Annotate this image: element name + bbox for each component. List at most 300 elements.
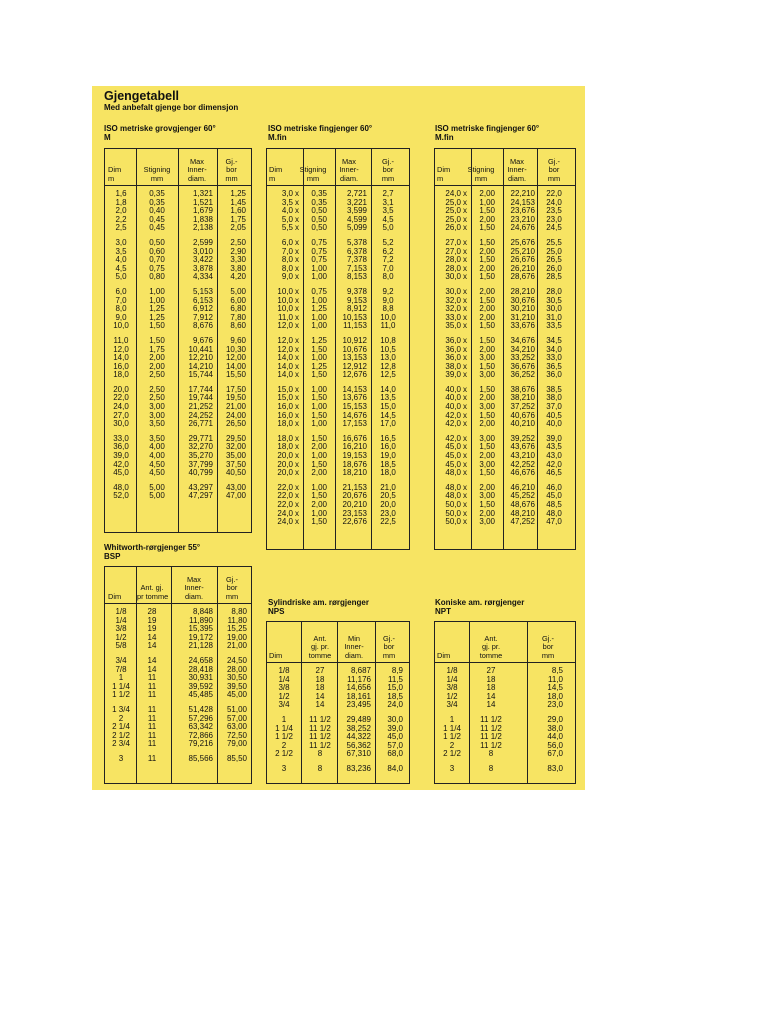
table-cell: 33,0 [546, 353, 562, 363]
table-cell: 28,0 [546, 286, 562, 296]
table-row [435, 420, 575, 429]
times-sign: x [463, 459, 467, 469]
table-cell: 17,153 [342, 419, 367, 429]
table-cell: 27,0 [445, 237, 461, 247]
table-cell: 42,0 [546, 459, 562, 469]
table-cell: 24,676 [510, 223, 535, 233]
row-group [435, 765, 575, 774]
table-cell: 1,00 [311, 312, 327, 322]
table-cell: 18,161 [346, 691, 371, 701]
table-cell: 42,0 [445, 410, 461, 420]
table-row [267, 420, 409, 429]
table-cell: 16,0 [277, 410, 293, 420]
table-cell: 2,00 [479, 263, 495, 273]
table-cell: 1,50 [479, 295, 495, 305]
table-cell: 14,153 [342, 384, 367, 394]
row-group [105, 706, 251, 749]
table-cell: 30,0 [546, 304, 562, 314]
table-cell: 2,50 [230, 237, 246, 247]
table-cell: 1 1/2 [443, 732, 461, 742]
table-cell: 5,099 [346, 223, 367, 233]
table-cell: 2,00 [479, 214, 495, 224]
column-header-line: diam. [507, 173, 527, 183]
column-header-line: m [108, 173, 115, 183]
table-cell: 6,153 [192, 295, 213, 305]
table-cell: 43,210 [510, 451, 535, 461]
table-cell: 29,489 [346, 714, 371, 724]
table-cell: 10,30 [225, 344, 246, 354]
table-cell: 8,0 [281, 255, 293, 265]
table-cell: 3/8 [446, 683, 458, 693]
table-cell: 1,679 [192, 206, 213, 216]
table-cell: 83,0 [547, 763, 563, 773]
times-sign: x [463, 508, 467, 518]
table-cell: 3,5 [115, 246, 127, 256]
table-cell: 29,50 [225, 433, 246, 443]
table-cell: 42,0 [445, 433, 461, 443]
table-cell: 0,75 [311, 286, 327, 296]
table-cell: 44,0 [547, 732, 563, 742]
table-cell: 1,8 [115, 197, 127, 207]
table-cell: 12,912 [342, 361, 367, 371]
column-header [533, 635, 563, 660]
times-sign: x [295, 491, 299, 501]
table-cell: 9,378 [346, 286, 367, 296]
table-cell: 7,378 [346, 255, 367, 265]
times-sign: x [463, 500, 467, 509]
times-sign: x [463, 361, 467, 371]
table-cell: 25,210 [510, 246, 535, 256]
table-cell: 23,153 [342, 508, 367, 518]
table-cell: 1,50 [479, 255, 495, 265]
table-cell: 11 1/2 [480, 714, 502, 724]
table-cell: 26,5 [546, 255, 562, 265]
table-cell: 15,0 [380, 402, 396, 412]
table-cell: 2,00 [149, 353, 165, 363]
table-cell: 9,153 [346, 295, 367, 305]
table-cell: 46,5 [546, 468, 562, 478]
column-header-line: Inner- [187, 165, 207, 175]
table-cell: 47,252 [510, 517, 535, 527]
table-cell: 1,50 [479, 410, 495, 420]
table-cell: 63,00 [226, 722, 247, 732]
table-cell: 43,297 [188, 482, 213, 492]
times-sign: x [463, 189, 467, 198]
table-cell: 42,0 [445, 419, 461, 429]
times-sign: x [463, 246, 467, 256]
table-cell: 28 [147, 607, 157, 616]
column-header [371, 158, 405, 183]
table-cell: 37,799 [188, 459, 213, 469]
table-cell: 30,0 [445, 272, 461, 282]
table-cell: 11,0 [380, 321, 396, 331]
times-sign: x [295, 402, 299, 412]
column-header [269, 166, 293, 183]
table-cell: 5,0 [281, 214, 293, 224]
table-cell: 29,771 [188, 433, 213, 443]
table-cell: 1,25 [230, 189, 246, 198]
table-cell: 2,00 [479, 344, 495, 354]
table-cell: 48,0 [445, 482, 461, 492]
column-header-line: bor [548, 165, 560, 175]
table-cell: 38,5 [546, 384, 562, 394]
table-cell: 11 1/2 [480, 732, 502, 742]
table-row [267, 469, 409, 478]
table-cell: 45,0 [445, 459, 461, 469]
table-cell: 2,00 [479, 286, 495, 296]
column-header [437, 166, 461, 183]
table-cell: 3,010 [192, 246, 213, 256]
table-cell: 2 [281, 740, 287, 750]
table-header [435, 149, 575, 186]
table-cell: 3 [281, 763, 287, 773]
table-cell: 19,153 [342, 451, 367, 461]
table-cell: 20,676 [342, 491, 367, 501]
table-cell: 8,8 [382, 304, 394, 314]
column-header [137, 584, 167, 601]
column-header-line: Ant. gj. [140, 583, 164, 593]
row-group [435, 484, 575, 527]
table-cell: 1,00 [311, 482, 327, 492]
table-cell: 3,00 [479, 402, 495, 412]
table-cell: 1,00 [149, 295, 165, 305]
table-row [435, 371, 575, 380]
table-cell: 24,0 [277, 517, 293, 527]
table-cell: 2 1/2 [275, 749, 293, 759]
table-cell: 6,2 [382, 246, 394, 256]
table-cell: 1,00 [149, 286, 165, 296]
section-title-nps: Sylindriske am. rørgjenger NPS [268, 598, 369, 616]
times-sign: x [295, 517, 299, 527]
times-sign: x [295, 410, 299, 420]
table-cell: 2,7 [382, 189, 394, 198]
table-cell: 7,0 [382, 263, 394, 273]
table-cell: 17,50 [225, 384, 246, 394]
table-cell: 36,252 [510, 370, 535, 380]
table-cell: 79,216 [188, 739, 213, 749]
section-title-npt: Koniske am. rørgjenger NPT [435, 598, 525, 616]
table-cell: 14 [147, 632, 157, 642]
times-sign: x [463, 451, 467, 461]
times-sign: x [295, 246, 299, 256]
table-cell: 57,0 [387, 740, 403, 750]
table-cell: 3/4 [278, 700, 290, 710]
table-row [105, 642, 251, 651]
table-cell: 1,50 [311, 517, 327, 527]
table-cell: 28,5 [546, 272, 562, 282]
table-cell: 36,676 [510, 361, 535, 371]
table-cell: 13,0 [380, 353, 396, 363]
table-row [105, 420, 251, 429]
table-cell: 84,0 [387, 763, 403, 773]
table-cell: 15,50 [225, 370, 246, 380]
table-cell: 23,5 [546, 206, 562, 216]
table-cell: 26,0 [445, 223, 461, 233]
table-cell: 7/8 [115, 664, 127, 674]
table-cell: 1/4 [446, 674, 458, 684]
table-row [267, 371, 409, 380]
table-row [267, 273, 409, 282]
table-cell: 21,252 [188, 402, 213, 412]
table-cell: 2,00 [479, 189, 495, 198]
table-cell: 40,0 [445, 384, 461, 394]
column-header-line: gj. pr. [481, 642, 501, 652]
table-cell: 32,0 [445, 295, 461, 305]
times-sign: x [463, 353, 467, 363]
row-group [105, 239, 251, 282]
table-cell: 20,210 [342, 500, 367, 509]
table-cell: 18,0 [277, 419, 293, 429]
table-cell: 12,5 [380, 370, 396, 380]
table-cell: 11 1/2 [480, 723, 502, 733]
column-header [537, 158, 571, 183]
table-cell: 25,0 [546, 246, 562, 256]
table-cell: 1,25 [311, 304, 327, 314]
table-cell: 8 [317, 749, 323, 759]
column-header [269, 652, 299, 660]
table-cell: 1,50 [479, 500, 495, 509]
table-cell: 14 [315, 700, 325, 710]
table-cell: 10,912 [342, 335, 367, 345]
table-cell: 24,0 [113, 402, 129, 412]
table-cell: 2 [118, 713, 124, 723]
times-sign: x [463, 272, 467, 282]
table-cell: 0,70 [149, 255, 165, 265]
table-cell: 21,00 [226, 641, 247, 651]
table-cell: 14 [486, 700, 496, 710]
column-header-line: mm [150, 173, 164, 183]
times-sign: x [295, 321, 299, 331]
column-header-line: mm [474, 173, 488, 183]
table-cell: 40,5 [546, 410, 562, 420]
table-cell: 39,50 [226, 681, 247, 691]
table-cell: 1,00 [311, 508, 327, 518]
column-header-line: Max [510, 157, 524, 167]
table-cell: 2,00 [311, 442, 327, 452]
table-cell: 1,50 [479, 223, 495, 233]
column-header [471, 635, 511, 660]
table-cell: 18,210 [342, 468, 367, 478]
table-cell: 50,0 [445, 517, 461, 527]
table-cell: 28,210 [510, 286, 535, 296]
row-group [435, 386, 575, 429]
column-header-line: m [269, 173, 276, 183]
section-title-iso-m: ISO metriske grovgjenger 60° M [104, 124, 216, 142]
table-cell: 12,0 [277, 344, 293, 354]
table-cell: 1,50 [479, 272, 495, 282]
table-cell: 4,50 [149, 459, 165, 469]
table-cell: 14 [147, 655, 157, 665]
table-cell: 11 1/2 [309, 714, 331, 724]
section-title-iso-mfin-2: ISO metriske fingjenger 60° M.fin [435, 124, 540, 142]
table-cell: 12,210 [188, 353, 213, 363]
table-row [105, 322, 251, 331]
column-header-line: Inner- [507, 165, 527, 175]
column-header-line: Gj.- [542, 634, 554, 644]
table-cell: 9,0 [115, 312, 127, 322]
column-header-line: gj. pr. [310, 642, 330, 652]
page-title: Gjengetabell [104, 89, 180, 103]
column-header-line: Gj.- [225, 157, 238, 167]
table-cell: 1/2 [115, 632, 127, 642]
table-cell: 1,00 [311, 272, 327, 282]
table-cell: 14,5 [380, 410, 396, 420]
table-cell: 18 [315, 674, 325, 684]
table-cell: 2,00 [479, 246, 495, 256]
table-row [267, 518, 409, 527]
table-cell: 1 [118, 673, 124, 683]
table-cell: 1 1/4 [112, 681, 130, 691]
table-cell: 3/4 [446, 700, 458, 710]
table-cell: 18,0 [277, 442, 293, 452]
times-sign: x [295, 272, 299, 282]
column-header-line: diam. [184, 591, 204, 601]
times-sign: x [295, 286, 299, 296]
table-cell: 1 [449, 714, 455, 724]
table-cell: 9,60 [230, 335, 246, 345]
table-cell: 18 [486, 683, 496, 693]
table-row [435, 469, 575, 478]
table-cell: 1,6 [115, 189, 127, 198]
table-row [267, 750, 409, 759]
table-cell: 1,50 [311, 370, 327, 380]
times-sign: x [295, 344, 299, 354]
table-cell: 11 1/2 [309, 740, 331, 750]
table-cell: 14 [315, 691, 325, 701]
table-cell: 0,50 [311, 214, 327, 224]
table-cell: 43,5 [546, 442, 562, 452]
table-cell: 14 [486, 691, 496, 701]
table-cell: 14,676 [342, 410, 367, 420]
table-cell: 0,50 [149, 237, 165, 247]
column-header [331, 158, 367, 183]
table-cell: 23,0 [380, 508, 396, 518]
times-sign: x [295, 353, 299, 363]
table-cell: 2,00 [149, 361, 165, 371]
table-cell: 22,676 [342, 517, 367, 527]
times-sign: x [463, 419, 467, 429]
table-cell: 30,931 [188, 673, 213, 683]
times-sign: x [463, 517, 467, 527]
table-cell: 24,252 [188, 410, 213, 420]
times-sign: x [463, 321, 467, 331]
table-cell: 2,0 [115, 206, 127, 216]
table-cell: 20,0 [277, 468, 293, 478]
table-cell: 15,744 [188, 370, 213, 380]
table-cell: 6,0 [281, 237, 293, 247]
page-subtitle: Med anbefalt gjenge bor dimensjon [104, 103, 239, 112]
table-cell: 45,0 [387, 732, 403, 742]
table-cell: 24,0 [387, 700, 403, 710]
table-cell: 3,00 [479, 491, 495, 501]
table-cell: 40,50 [225, 468, 246, 478]
table-cell: 15,395 [188, 624, 213, 634]
table-cell: 1,50 [311, 459, 327, 469]
table-cell: 6,0 [115, 286, 127, 296]
table-iso-mfin-1 [266, 148, 410, 550]
row-group [105, 386, 251, 429]
table-cell: 27 [486, 666, 496, 675]
table-cell: 17,744 [188, 384, 213, 394]
times-sign: x [295, 500, 299, 509]
table-cell: 33,5 [546, 321, 562, 331]
table-cell: 14,210 [188, 361, 213, 371]
table-cell: 27,0 [445, 246, 461, 256]
times-sign: x [295, 255, 299, 265]
table-cell: 52,0 [113, 491, 129, 501]
table-cell: 1,50 [311, 433, 327, 443]
table-cell: 20,5 [380, 491, 396, 501]
table-cell: 1/4 [278, 674, 290, 684]
table-cell: 36,0 [445, 344, 461, 354]
table-cell: 24,00 [225, 410, 246, 420]
column-header-line: Inner- [184, 583, 204, 593]
table-cell: 14,656 [346, 683, 371, 693]
table-row [267, 765, 409, 774]
column-header-line: Stigning [467, 165, 495, 175]
table-cell: 11,5 [388, 674, 403, 684]
table-cell: 36,0 [113, 442, 129, 452]
table-cell: 1 3/4 [112, 704, 130, 714]
table-cell: 8,676 [192, 321, 213, 331]
times-sign: x [463, 402, 467, 412]
column-header-line: bor [226, 165, 237, 175]
table-row [105, 691, 251, 700]
table-cell: 3,00 [479, 459, 495, 469]
table-cell: 25,676 [510, 237, 535, 247]
times-sign: x [295, 223, 299, 233]
table-cell: 19,0 [380, 451, 396, 461]
table-cell: 1,00 [479, 197, 495, 207]
table-cell: 22,210 [510, 189, 535, 198]
table-cell: 1,60 [230, 206, 246, 216]
table-cell: 46,676 [510, 468, 535, 478]
table-cell: 2,00 [479, 393, 495, 403]
times-sign: x [463, 214, 467, 224]
table-cell: 1,50 [479, 321, 495, 331]
times-sign: x [295, 451, 299, 461]
table-cell: 34,676 [510, 335, 535, 345]
table-body [435, 186, 575, 549]
table-cell: 11 [147, 753, 157, 763]
times-sign: x [295, 459, 299, 469]
table-cell: 10,0 [113, 321, 129, 331]
section-title-iso-mfin-1: ISO metriske fingjenger 60° M.fin [268, 124, 373, 142]
table-cell: 22,0 [546, 189, 562, 198]
table-cell: 21,00 [225, 402, 246, 412]
times-sign: x [463, 206, 467, 216]
table-cell: 3,50 [149, 419, 165, 429]
table-cell: 18,0 [113, 370, 129, 380]
table-cell: 37,50 [225, 459, 246, 469]
table-cell: 11,176 [347, 674, 371, 684]
table-cell: 1,50 [479, 206, 495, 216]
table-cell: 13,153 [342, 353, 367, 363]
table-cell: 3/4 [115, 655, 127, 665]
table-cell: 3,00 [479, 353, 495, 363]
table-body [267, 186, 409, 549]
table-cell: 1,00 [311, 263, 327, 273]
table-cell: 0,60 [149, 246, 165, 256]
row-group [105, 657, 251, 700]
times-sign: x [463, 304, 467, 314]
table-cell: 1,50 [311, 344, 327, 354]
column-header [181, 158, 213, 183]
times-sign: x [295, 335, 299, 345]
table-iso-mfin-2 [434, 148, 576, 550]
table-cell: 20,0 [277, 459, 293, 469]
table-cell: 3,50 [149, 433, 165, 443]
